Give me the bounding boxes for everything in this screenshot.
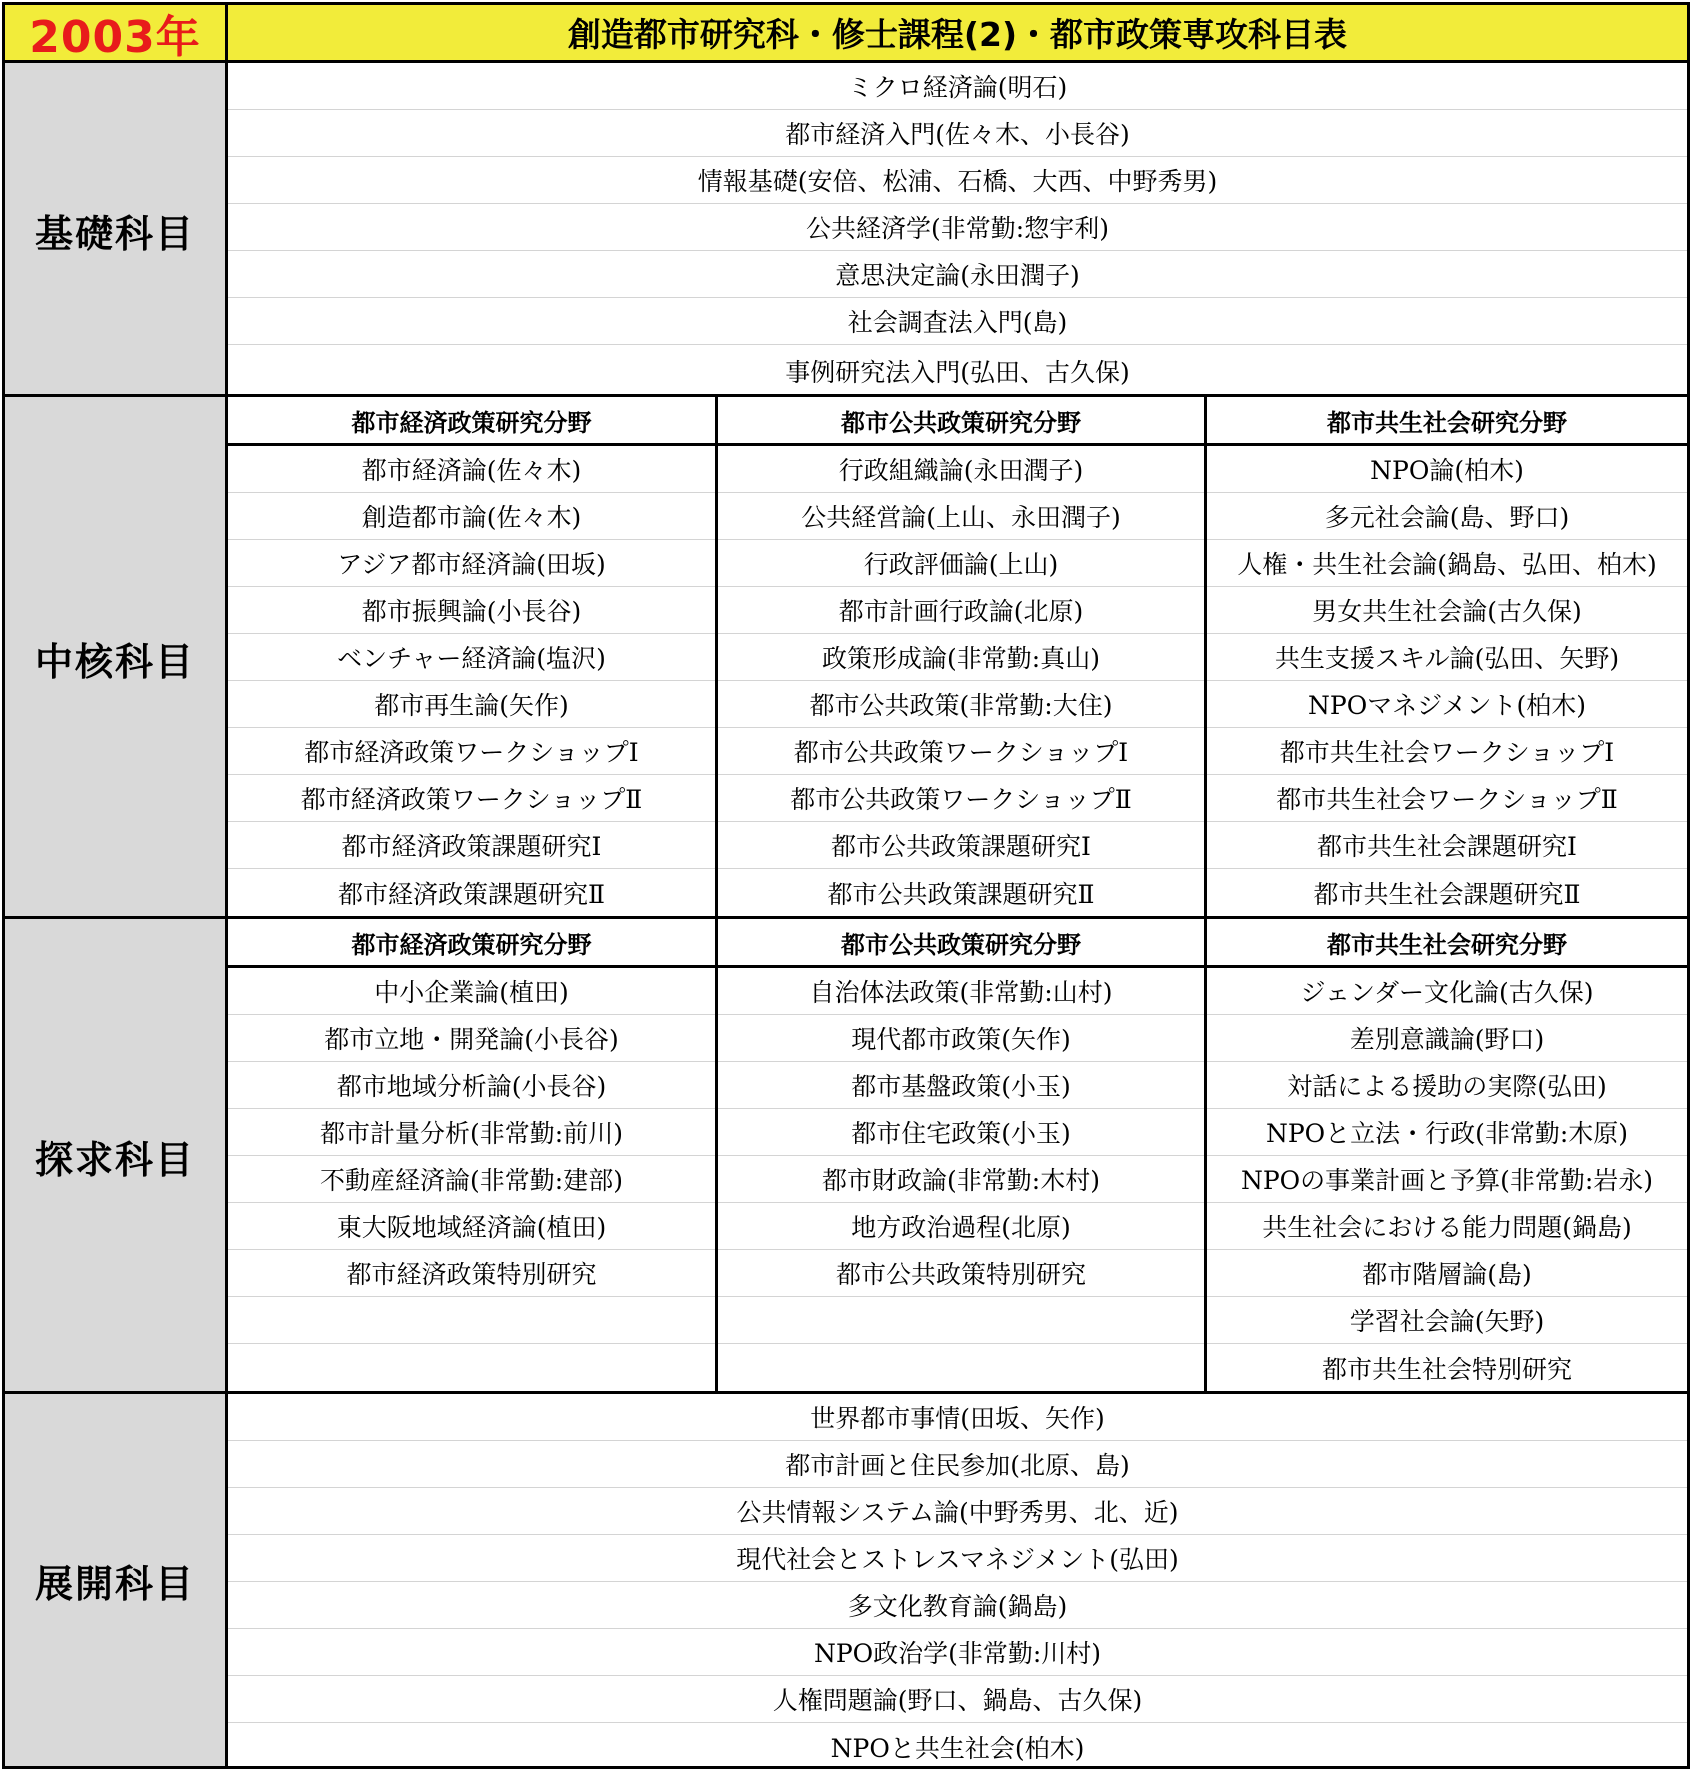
list-item: 都市公共政策課題研究Ⅰ (718, 822, 1204, 869)
chukaku-economy-column (228, 397, 715, 916)
list-item: 都市経済政策課題研究Ⅱ (338, 879, 605, 909)
table-title: 創造都市研究科・修士課程(2)・都市政策専攻科目表 (567, 15, 1348, 54)
tankyu-public-column (718, 919, 1204, 1391)
chukaku-symbiosis-column (1207, 397, 1687, 916)
year-label: 2003年 (29, 11, 201, 63)
category-tenkai (5, 1394, 228, 1766)
list-item: 共生支援スキル論(弘田、矢野) (1207, 634, 1687, 681)
list-item: 都市経済政策ワークショップⅡ (228, 775, 715, 822)
list-item: 都市経済政策ワークショップⅠ (228, 728, 715, 775)
list-item: 意思決定論(永田潤子) (228, 251, 1687, 298)
year-cell (5, 5, 228, 63)
list-item: 事例研究法入門(弘田、古久保) (785, 358, 1130, 387)
column-divider (715, 919, 718, 1394)
tankyu-economy-column (228, 919, 715, 1391)
list-item: 共生社会における能力問題(鍋島) (1207, 1203, 1687, 1250)
list-item: 都市共生社会課題研究Ⅰ (1207, 822, 1687, 869)
list-item: 都市公共政策ワークショップⅡ (718, 775, 1204, 822)
list-item: 都市住宅政策(小玉) (718, 1109, 1204, 1156)
list-item: NPOと共生社会(柏木) (830, 1733, 1085, 1763)
list-item: 都市再生論(矢作) (228, 681, 715, 728)
category-label: 展開科目 (34, 1561, 195, 1606)
list-item: ミクロ経済論(明石) (228, 63, 1687, 110)
list-item (228, 1344, 715, 1391)
column-header: 都市公共政策研究分野 (718, 919, 1204, 968)
list-item: 都市経済政策課題研究Ⅰ (228, 822, 715, 869)
list-item: 不動産経済論(非常勤:建部) (228, 1156, 715, 1203)
list-item: NPO政治学(非常勤:川村) (228, 1629, 1687, 1676)
list-item: 都市計画と住民参加(北原、島) (228, 1441, 1687, 1488)
column-divider (1204, 919, 1207, 1394)
list-item: 都市振興論(小長谷) (228, 587, 715, 634)
list-item: 男女共生社会論(古久保) (1207, 587, 1687, 634)
category-label: 中核科目 (34, 639, 195, 684)
list-item: 東大阪地域経済論(植田) (228, 1203, 715, 1250)
list-item: 創造都市論(佐々木) (228, 493, 715, 540)
list-item: 人権・共生社会論(鍋島、弘田、柏木) (1207, 540, 1687, 587)
list-item: 現代都市政策(矢作) (718, 1015, 1204, 1062)
subject-table (2, 2, 1690, 1769)
list-item: 都市階層論(島) (1207, 1250, 1687, 1297)
category-kiso (5, 63, 228, 397)
list-item: 都市共生社会ワークショップⅡ (1207, 775, 1687, 822)
list-item: 現代社会とストレスマネジメント(弘田) (228, 1535, 1687, 1582)
list-item: 公共情報システム論(中野秀男、北、近) (228, 1488, 1687, 1535)
list-item: 公共経営論(上山、永田潤子) (718, 493, 1204, 540)
kiso-list (228, 63, 1687, 397)
list-item: 都市経済政策特別研究 (228, 1250, 715, 1297)
category-tankyu (5, 919, 228, 1394)
list-item: 都市共生社会課題研究Ⅱ (1313, 879, 1581, 909)
list-item: 都市公共政策ワークショップⅠ (718, 728, 1204, 775)
list-item: 都市公共政策課題研究Ⅱ (827, 879, 1095, 909)
chukaku-public-column (718, 397, 1204, 916)
list-item: 社会調査法入門(島) (228, 298, 1687, 345)
list-item: アジア都市経済論(田坂) (228, 540, 715, 587)
list-item: NPOマネジメント(柏木) (1207, 681, 1687, 728)
list-item: 多元社会論(島、野口) (1207, 493, 1687, 540)
column-divider (715, 397, 718, 919)
title-cell (228, 5, 1687, 63)
column-divider (1204, 397, 1207, 919)
list-item: ベンチャー経済論(塩沢) (228, 634, 715, 681)
list-item: NPO論(柏木) (1207, 446, 1687, 493)
list-item: 差別意識論(野口) (1207, 1015, 1687, 1062)
list-item: 人権問題論(野口、鍋島、古久保) (228, 1676, 1687, 1723)
column-header: 都市経済政策研究分野 (228, 919, 715, 968)
column-header: 都市公共政策研究分野 (718, 397, 1204, 446)
list-item: 対話による援助の実際(弘田) (1207, 1062, 1687, 1109)
list-item: 都市経済入門(佐々木、小長谷) (228, 110, 1687, 157)
column-header: 都市共生社会研究分野 (1207, 397, 1687, 446)
list-item: 政策形成論(非常勤:真山) (718, 634, 1204, 681)
category-label: 基礎科目 (34, 211, 195, 256)
list-item: 都市計画行政論(北原) (718, 587, 1204, 634)
list-item: 自治体法政策(非常勤:山村) (718, 968, 1204, 1015)
list-item: 地方政治過程(北原) (718, 1203, 1204, 1250)
list-item: 都市共生社会特別研究 (1321, 1354, 1572, 1384)
list-item: 中小企業論(植田) (228, 968, 715, 1015)
category-chukaku (5, 397, 228, 919)
list-item: NPOと立法・行政(非常勤:木原) (1207, 1109, 1687, 1156)
list-item: 都市地域分析論(小長谷) (228, 1062, 715, 1109)
list-item: 世界都市事情(田坂、矢作) (228, 1394, 1687, 1441)
list-item: 都市共生社会ワークショップⅠ (1207, 728, 1687, 775)
list-item: 情報基礎(安倍、松浦、石橋、大西、中野秀男) (228, 157, 1687, 204)
list-item: 都市財政論(非常勤:木村) (718, 1156, 1204, 1203)
list-item: ジェンダー文化論(古久保) (1207, 968, 1687, 1015)
list-item: NPOの事業計画と予算(非常勤:岩永) (1207, 1156, 1687, 1203)
list-item: 多文化教育論(鍋島) (228, 1582, 1687, 1629)
list-item: 都市立地・開発論(小長谷) (228, 1015, 715, 1062)
list-item (718, 1297, 1204, 1344)
list-item: 行政評価論(上山) (718, 540, 1204, 587)
list-item: 学習社会論(矢野) (1207, 1297, 1687, 1344)
list-item (228, 1297, 715, 1344)
tenkai-list (228, 1394, 1687, 1766)
list-item (718, 1344, 1204, 1391)
list-item: 都市経済論(佐々木) (228, 446, 715, 493)
tankyu-symbiosis-column (1207, 919, 1687, 1391)
list-item: 都市計量分析(非常勤:前川) (228, 1109, 715, 1156)
category-label: 探求科目 (34, 1138, 195, 1182)
list-item: 都市公共政策(非常勤:大住) (718, 681, 1204, 728)
list-item: 公共経済学(非常勤:惣宇利) (228, 204, 1687, 251)
list-item: 都市基盤政策(小玉) (718, 1062, 1204, 1109)
list-item: 行政組織論(永田潤子) (718, 446, 1204, 493)
list-item: 都市公共政策特別研究 (718, 1250, 1204, 1297)
column-header: 都市共生社会研究分野 (1207, 919, 1687, 968)
column-header: 都市経済政策研究分野 (228, 397, 715, 446)
